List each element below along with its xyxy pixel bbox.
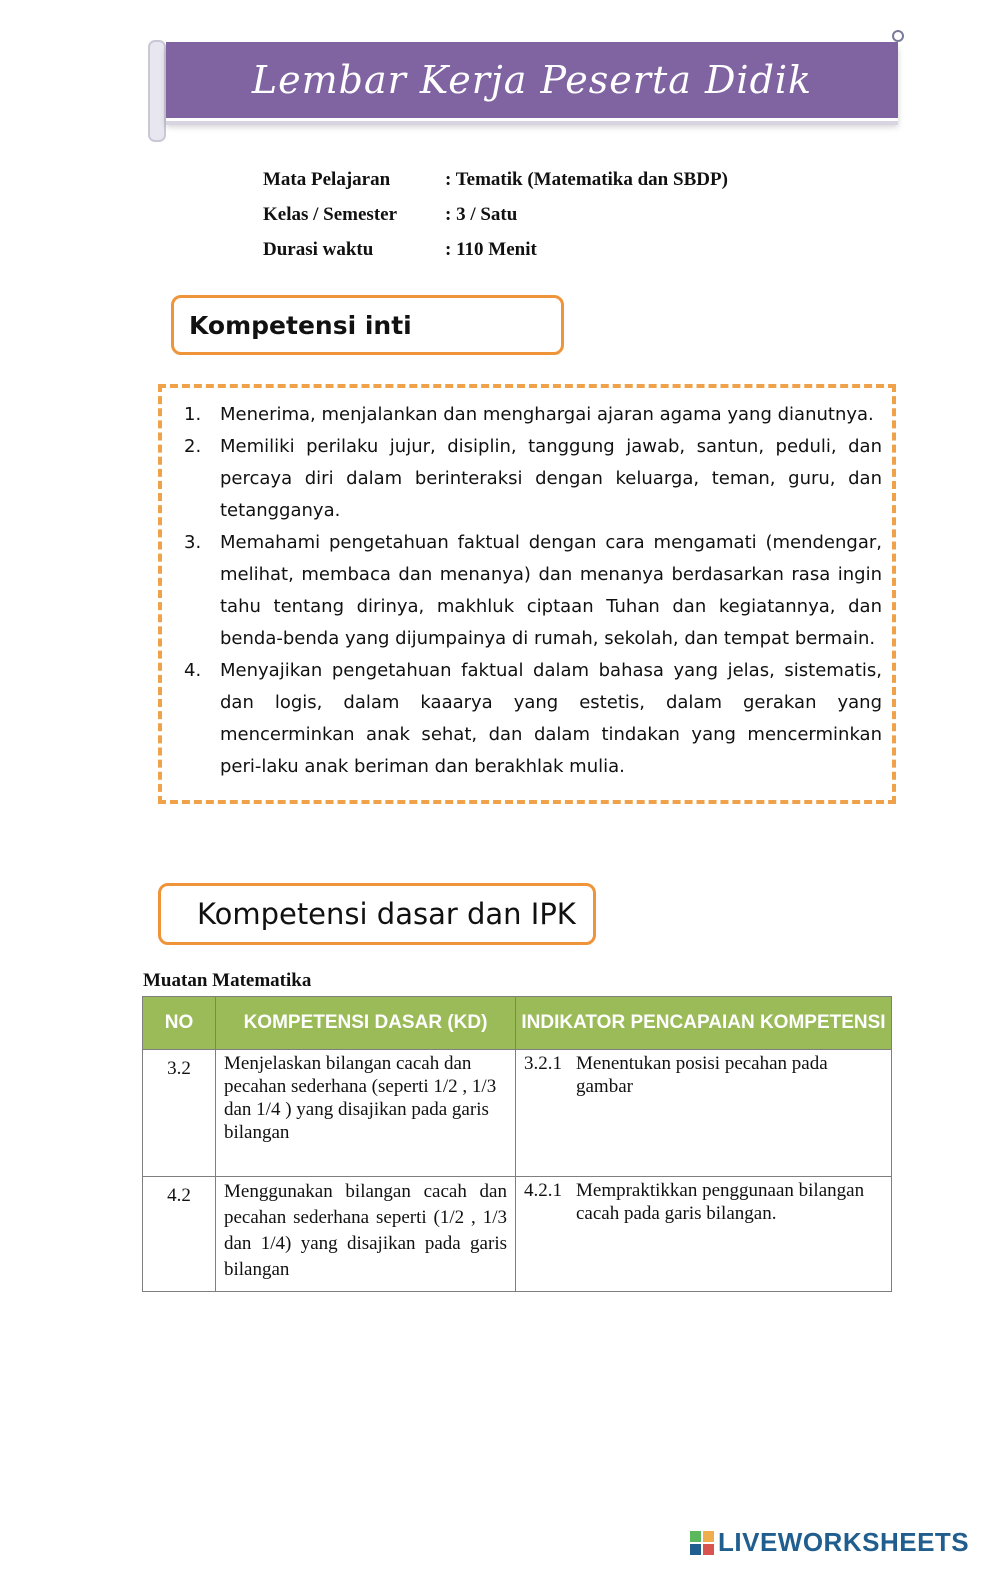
info-label: Kelas / Semester bbox=[263, 203, 398, 225]
section-heading: Kompetensi inti bbox=[189, 310, 412, 340]
liveworksheets-logo[interactable] bbox=[690, 1527, 969, 1558]
scroll-curl-decoration bbox=[892, 30, 904, 42]
item-number: 3. bbox=[184, 532, 202, 553]
cell-kd: Menggunakan bilangan cacah dan pecahan sederhana seperti (1/2 , 1/3 dan 1/4) yang disajikan pada garis bilangan bbox=[216, 1177, 516, 1292]
info-row-duration bbox=[263, 232, 728, 267]
table-row bbox=[143, 1177, 892, 1292]
info-row-subject bbox=[263, 162, 728, 197]
info-label: Durasi waktu bbox=[263, 238, 374, 260]
item-number: 4. bbox=[184, 660, 202, 681]
list-item bbox=[184, 655, 882, 783]
item-text: Memiliki perilaku jujur, disiplin, tanggung jawab, santun, peduli, dan percaya diri dalam berinteraksi dengan keluarga, teman, guru, dan tetangganya. bbox=[220, 436, 882, 521]
core-competency-list bbox=[184, 399, 882, 783]
banner-band bbox=[166, 42, 898, 121]
info-value: : 110 Menit bbox=[445, 238, 537, 260]
section-heading: Kompetensi dasar dan IPK bbox=[197, 897, 576, 931]
info-value: : Tematik (Matematika dan SBDP) bbox=[445, 168, 728, 190]
table-header-row bbox=[143, 997, 892, 1050]
page-title: Lembar Kerja Peserta Didik bbox=[251, 58, 813, 102]
ipk-text: Menentukan posisi pecahan pada gambar bbox=[576, 1053, 828, 1097]
core-competency-heading-box bbox=[171, 295, 564, 355]
ipk-number: 4.2.1 bbox=[524, 1180, 562, 1201]
ipk-text: Mempraktikkan penggunaan bilangan cacah pada garis bilangan. bbox=[576, 1180, 865, 1224]
logo-text: LIVEWORKSHEETS bbox=[718, 1527, 970, 1557]
info-value: : 3 / Satu bbox=[445, 203, 518, 225]
cell-ipk bbox=[516, 1050, 892, 1177]
item-text: Menyajikan pengetahuan faktual dalam bahasa yang jelas, sistematis, dan logis, dalam kaaarya yang estetis, dalam gerakan yang mencerminkan anak sehat, dan dalam tindakan yang mencerminkan peri-laku anak beriman dan berakhlak mulia. bbox=[220, 660, 882, 777]
cell-kd: Menjelaskan bilangan cacah dan pecahan sederhana (seperti 1/2 , 1/3 dan 1/4 ) yang disajikan pada garis bilangan bbox=[216, 1050, 516, 1177]
item-number: 1. bbox=[184, 404, 202, 425]
list-item bbox=[184, 527, 882, 655]
title-banner bbox=[148, 30, 908, 140]
ipk-number: 3.2.1 bbox=[524, 1053, 562, 1074]
item-number: 2. bbox=[184, 436, 202, 457]
column-header-kd: KOMPETENSI DASAR (KD) bbox=[216, 997, 516, 1050]
basic-competency-heading-box bbox=[158, 883, 596, 945]
column-header-ipk: INDIKATOR PENCAPAIAN KOMPETENSI bbox=[516, 997, 892, 1050]
cell-no: 4.2 bbox=[143, 1177, 216, 1292]
subject-info bbox=[263, 162, 728, 267]
competency-table bbox=[142, 996, 892, 1292]
list-item bbox=[184, 399, 882, 431]
list-item bbox=[184, 431, 882, 527]
item-text: Memahami pengetahuan faktual dengan cara mengamati (mendengar, melihat, membaca dan menanya) dan menanya berdasarkan rasa ingin tahu tentang dirinya, makhluk ciptaan Tuhan dan kegiatannya, dan benda-benda yang dijumpainya di rumah, sekolah, dan tempat bermain. bbox=[220, 532, 882, 649]
table-caption: Muatan Matematika bbox=[143, 970, 312, 991]
info-label: Mata Pelajaran bbox=[263, 168, 391, 190]
cell-ipk bbox=[516, 1177, 892, 1292]
table-row bbox=[143, 1050, 892, 1177]
column-header-no: NO bbox=[143, 997, 216, 1050]
scroll-roll-decoration bbox=[148, 40, 166, 142]
info-row-class bbox=[263, 197, 728, 232]
item-text: Menerima, menjalankan dan menghargai ajaran agama yang dianutnya. bbox=[220, 404, 874, 425]
cell-no: 3.2 bbox=[143, 1050, 216, 1177]
logo-grid-icon bbox=[690, 1531, 714, 1555]
